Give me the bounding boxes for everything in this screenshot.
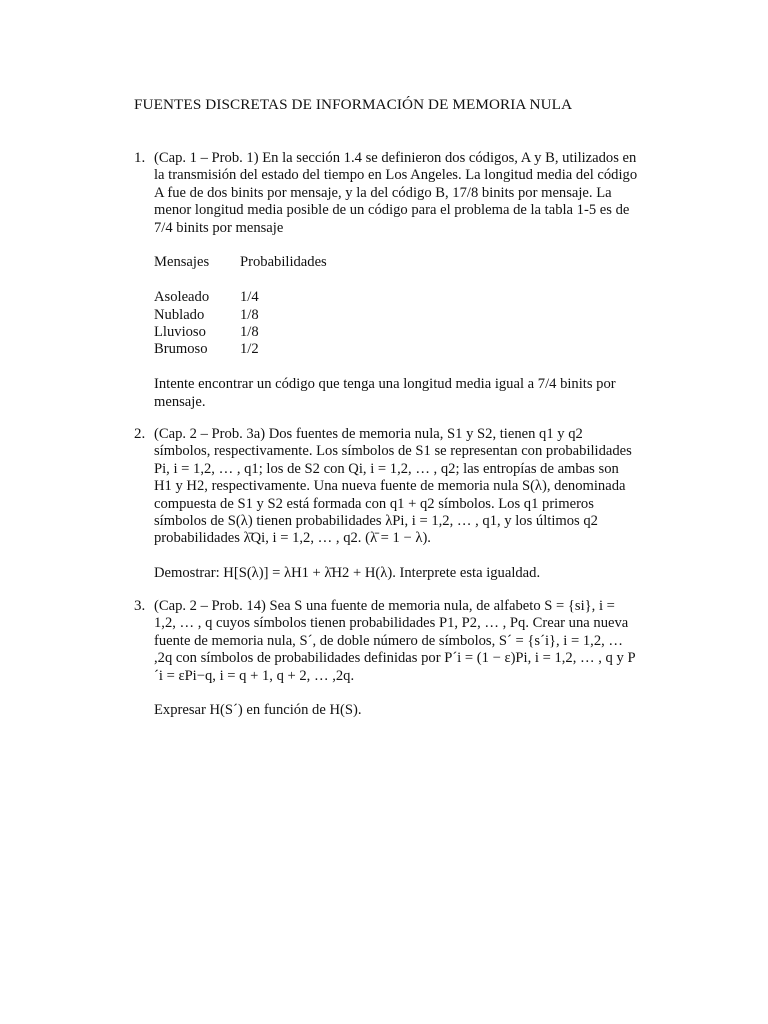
- table-cell-mensaje: Nublado: [154, 306, 205, 323]
- problem-1: [134, 150, 640, 411]
- table-cell-probabilidad: 1/4: [240, 289, 259, 306]
- problem-2: [134, 426, 640, 583]
- problem-2-number: 2.: [134, 426, 146, 442]
- document-title: FUENTES DISCRETAS DE INFORMACIÓN DE MEMORIA NULA: [134, 96, 573, 113]
- table-cell-mensaje: Lluvioso: [154, 324, 206, 341]
- column-header-mensajes: Mensajes: [154, 254, 210, 271]
- table-cell-probabilidad: 1/8: [240, 324, 259, 341]
- table-cell-probabilidad: 1/2: [240, 341, 259, 358]
- table-cell-mensaje: Brumoso: [154, 341, 208, 358]
- table-row: [154, 289, 327, 306]
- table-row: [154, 341, 327, 358]
- problem-1-closing: Intente encontrar un código que tenga una longitud media igual a 7/4 binits por mensaje.: [154, 376, 616, 410]
- problem-2-closing: Demostrar: H[S(λ)] = λH1 + λ̄H2 + H(λ). Interprete esta igualdad.: [154, 565, 541, 582]
- table-header-row: [154, 254, 327, 271]
- problem-3-closing: Expresar H(S´) en función de H(S).: [154, 702, 362, 719]
- problem-3: [134, 598, 640, 720]
- problem-3-number: 3.: [134, 598, 146, 614]
- problem-3-text: (Cap. 2 – Prob. 14) Sea S una fuente de memoria nula, de alfabeto S = {si}, i = 1,2, … , q cuyos símbolos tienen probabilidades P1, P2, … , Pq. Crear una nueva fuente de memoria nula, S´, de doble número de símbolos, S´ = {s´i}, i = 1,2, … ,2q con símbolos de probabilidades definidas por P´i = (1 − ε)Pi, i = 1,2, … , q y P´i = εPi−q, i = q + 1, q + 2, … ,2q.: [154, 598, 636, 684]
- table-cell-probabilidad: 1/8: [240, 306, 259, 323]
- table-row: [154, 307, 327, 324]
- problem-2-text: (Cap. 2 – Prob. 3a) Dos fuentes de memoria nula, S1 y S2, tienen q1 y q2 símbolos, respectivamente. Los símbolos de S1 se representan con probabilidades Pi, i = 1,2, … , q1; los de S2 con Qi, i = 1,2, … , q2; las entropías de ambas son H1 y H2, respectivamente. Una nueva fuente de memoria nula S(λ), denominada compuesta de S1 y S2 está formada con q1 + q2 símbolos. Los q1 primeros símbolos de S(λ) tienen probabilidades λPi, i = 1,2, … , q1, y los últimos q2 probabilidades λ̄Qi, i = 1,2, … , q2. (λ̄ = 1 − λ).: [154, 426, 632, 547]
- problem-1-number: 1.: [134, 150, 146, 166]
- problem-1-text: (Cap. 1 – Prob. 1) En la sección 1.4 se definieron dos códigos, A y B, utilizados en la transmisión del estado del tiempo en Los Angeles. La longitud media del código A fue de dos binits por mensaje, y la del código B, 17/8 binits por mensaje. La menor longitud media posible de un código para el problema de la tabla 1-5 es de 7/4 binits por mensaje: [154, 150, 638, 236]
- table-row: [154, 324, 327, 341]
- table-cell-mensaje: Asoleado: [154, 289, 210, 306]
- probability-table: [154, 254, 327, 358]
- column-header-probabilidades: Probabilidades: [240, 254, 327, 271]
